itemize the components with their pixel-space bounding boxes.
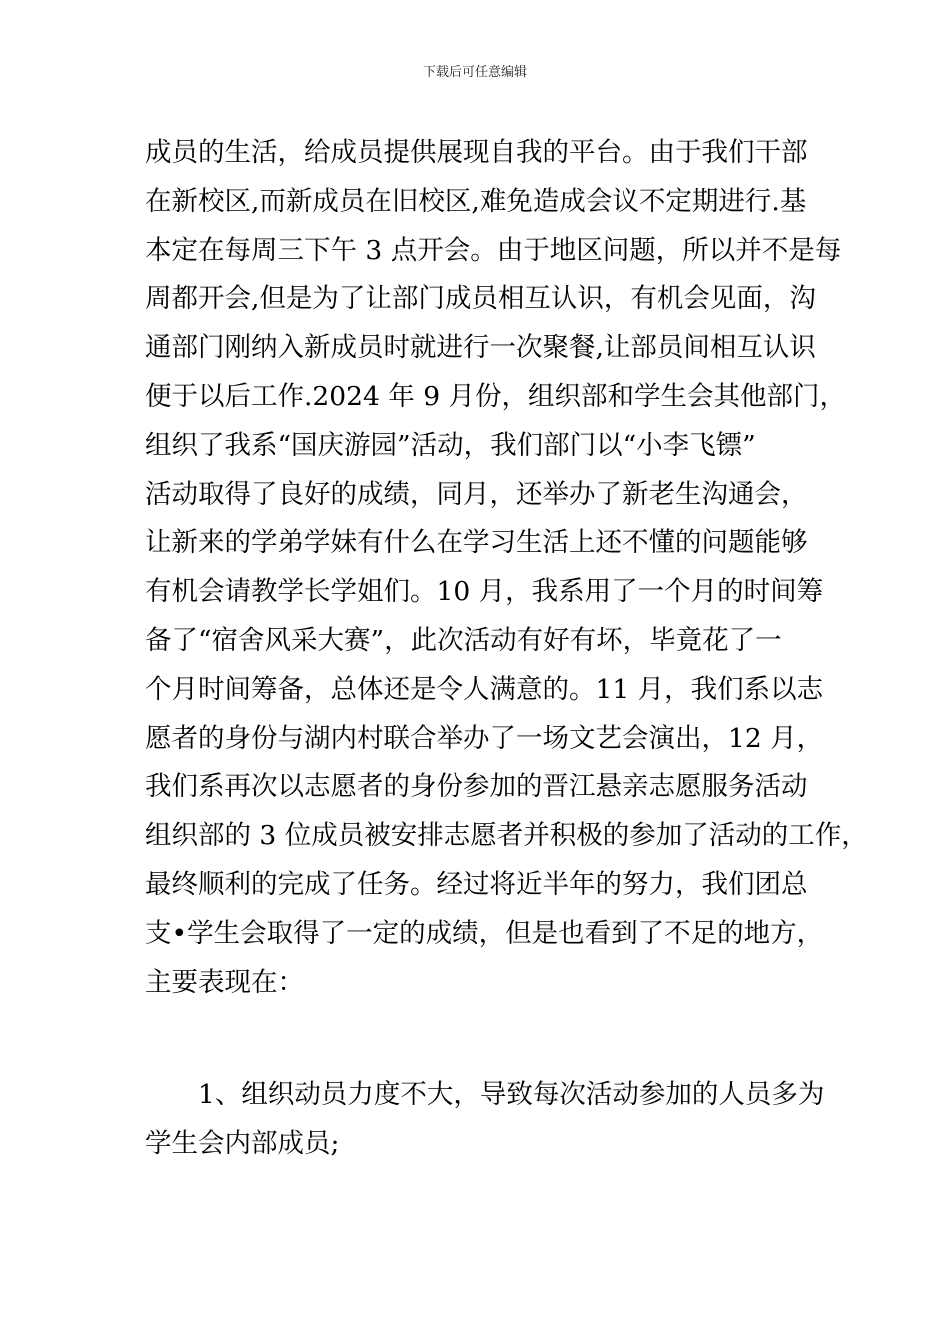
paragraph-line: 个月时间筹备，总体还是令人满意的。11 月，我们系以志 [145,673,824,705]
paragraph-line: 愿者的身份与湖内村联合举办了一场文艺会演出，12 月， [145,722,824,754]
paragraph-line: 我们系再次以志愿者的身份参加的晋江悬亲志愿服务活动 [145,771,808,803]
paragraph-line: 通部门刚纳入新成员时就进行一次聚餐,让部员间相互认识 [145,332,816,364]
paragraph-line: 让新来的学弟学妹有什么在学习生活上还不懂的问题能够 [145,527,808,559]
paragraph-line: 组织了我系“国庆游园”活动，我们部门以“小李飞镖” [145,429,756,461]
paragraph-line: 备了“宿舍风采大赛”，此次活动有好有坏，毕竟花了一 [145,624,782,656]
body-paragraph [145,129,868,1007]
paragraph-line: 有机会请教学长学姐们。10 月，我系用了一个月的时间筹 [145,576,824,608]
paragraph-line: 支•学生会取得了一定的成绩，但是也看到了不足的地方， [145,917,824,949]
paragraph-line: 便于以后工作.2024 年 9 月份，组织部和学生会其他部门， [145,380,846,412]
paragraph-line: 在新校区,而新成员在旧校区,难免造成会议不定期进行.基 [145,185,807,217]
paragraph-line: 活动取得了良好的成绩，同月，还举办了新老生沟通会， [145,478,808,510]
paragraph-line: 成员的生活，给成员提供展现自我的平台。由于我们干部 [145,137,808,168]
paragraph-line: 组织部的 3 位成员被安排志愿者并积极的参加了活动的工作， [145,820,868,852]
paragraph-line: 本定在每周三下午 3 点开会。由于地区问题，所以并不是每 [145,234,842,266]
paragraph-line: 最终顺利的完成了任务。经过将近半年的努力，我们团总 [145,868,808,900]
paragraph-line: 主要表现在： [145,966,304,998]
page-header: 下载后可任意编辑 [422,65,527,80]
paragraph-line: 周都开会,但是为了让部门成员相互认识，有机会见面，沟 [145,283,816,315]
problem-list [145,1071,835,1169]
list-item-1-line-2: 学生会内部成员; [145,1127,340,1159]
list-item-1-line-1: 1、组织动员力度不大，导致每次活动参加的人员多为 [198,1079,825,1110]
